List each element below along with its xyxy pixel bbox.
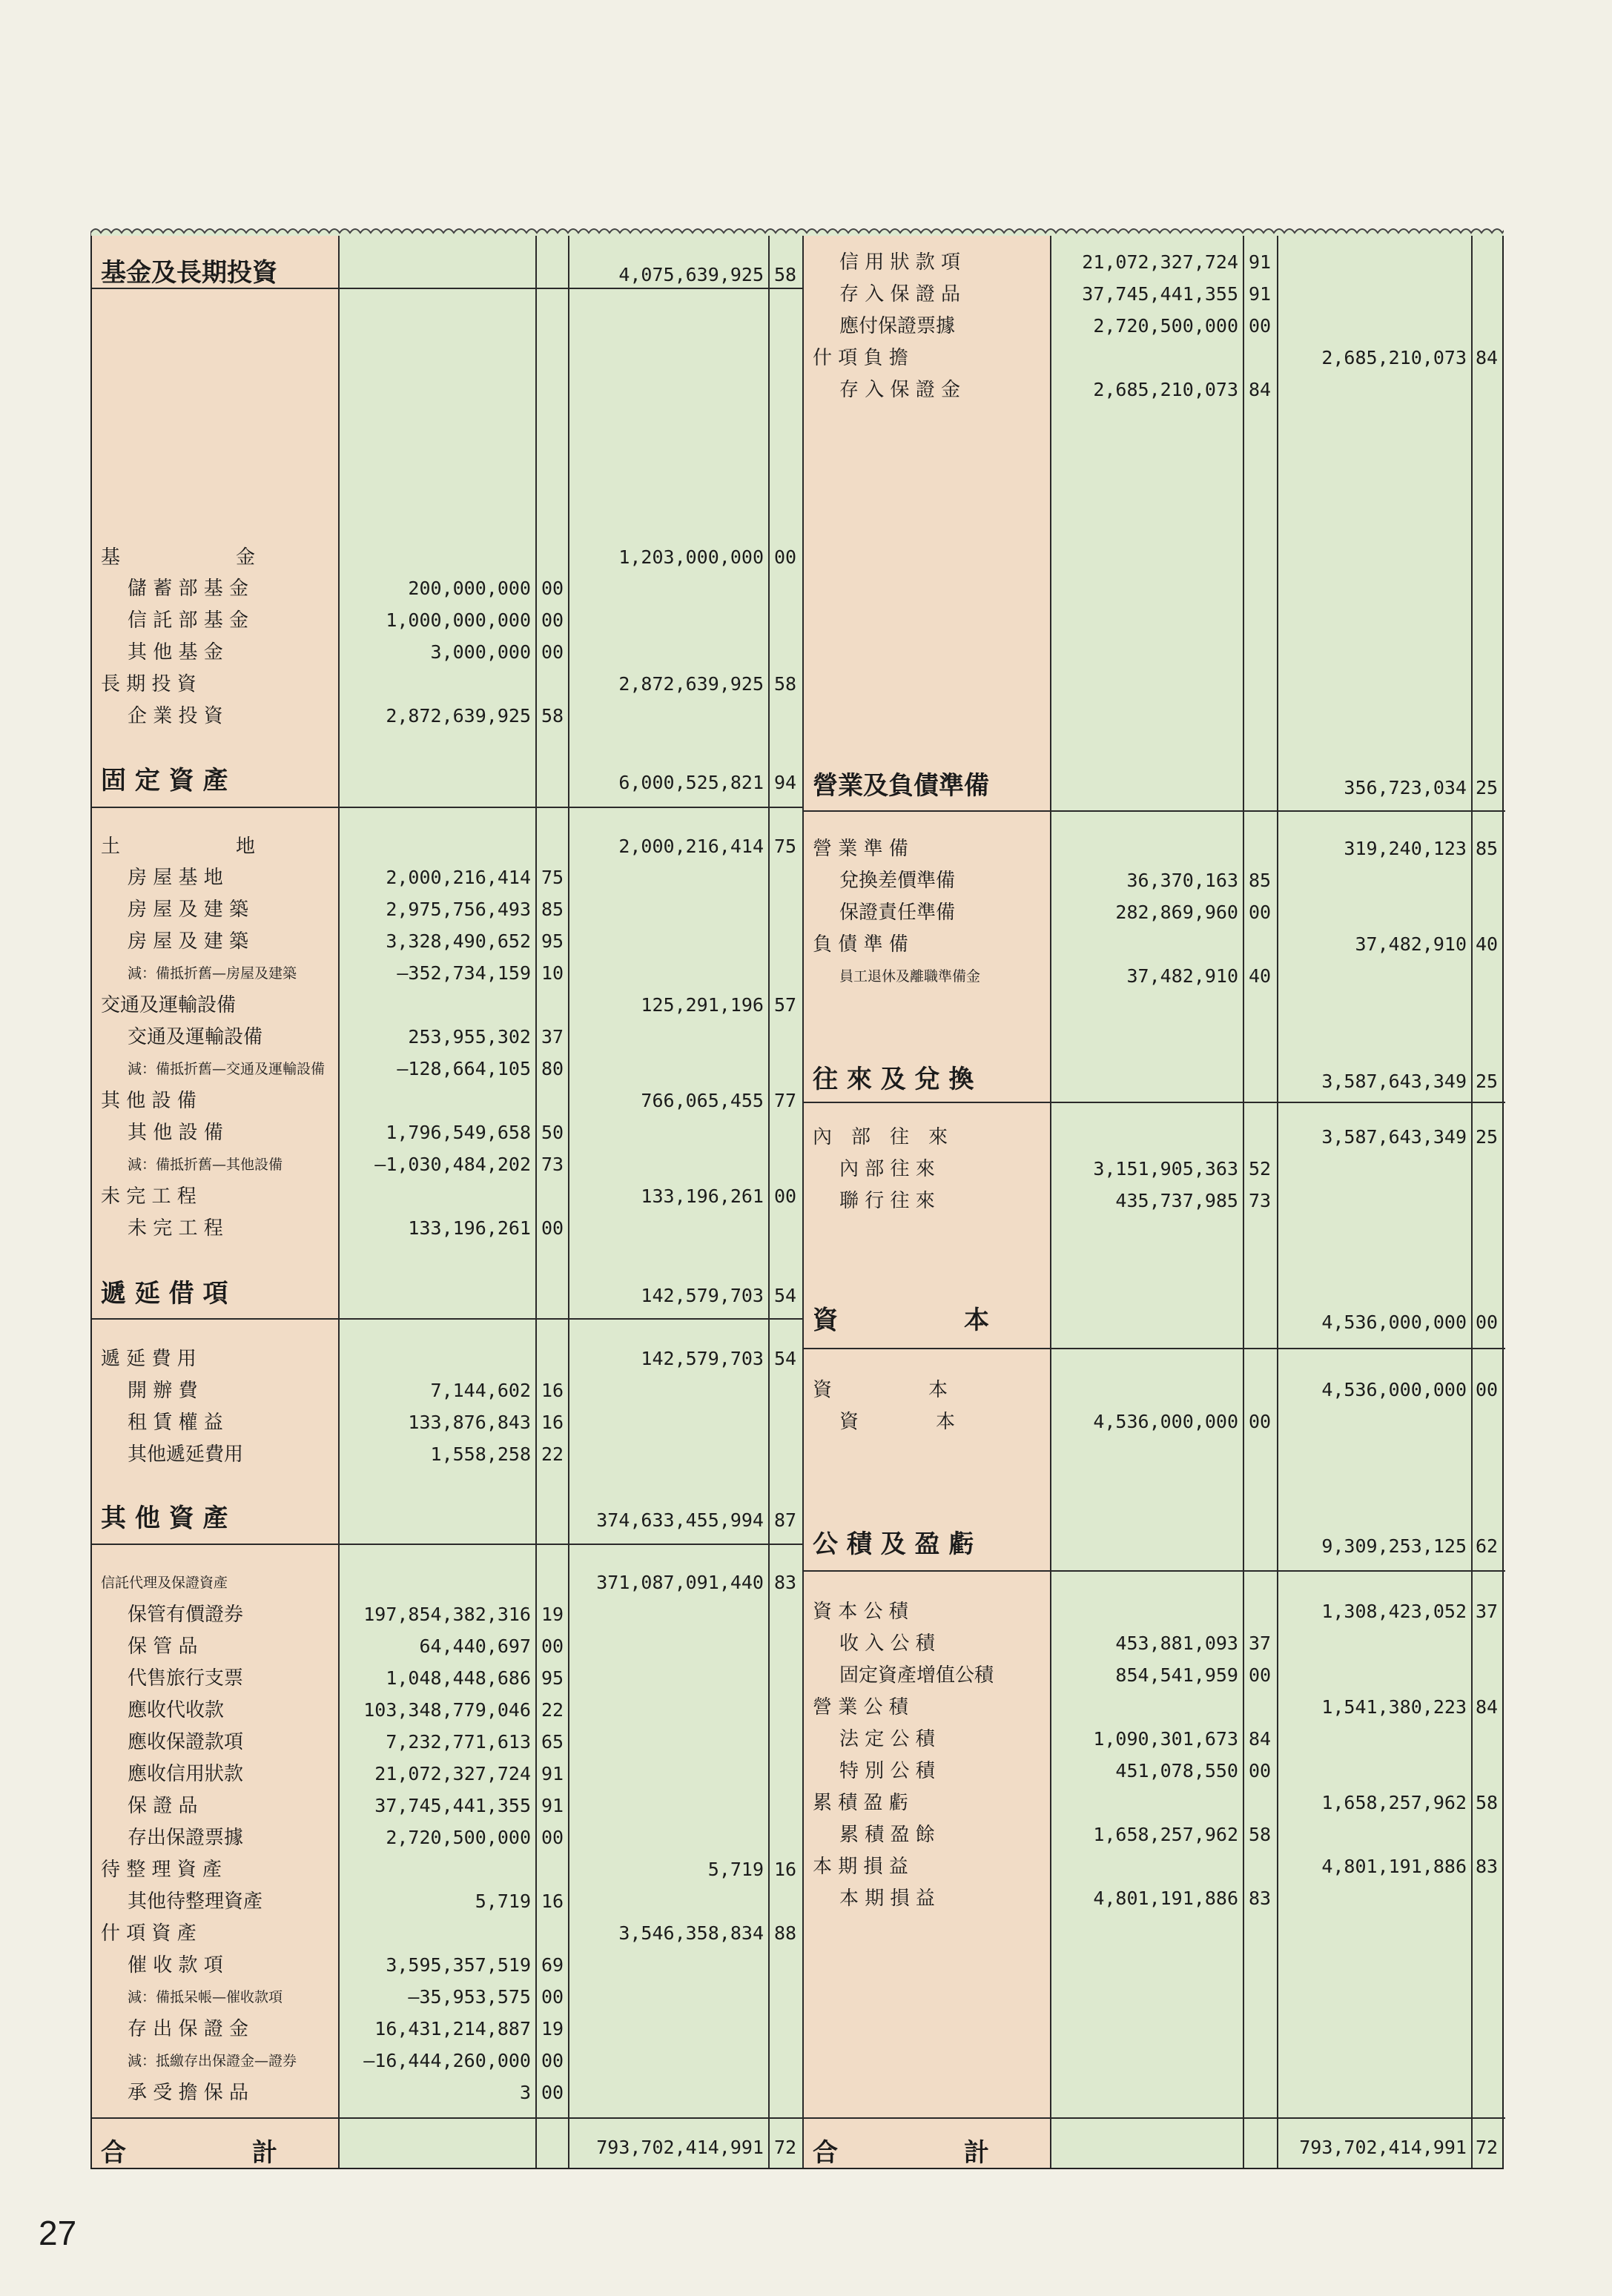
- left-row-decimal: 00: [541, 1986, 564, 2008]
- right-row-label: 內 部 往 來: [839, 1158, 935, 1180]
- left-row-label: 承 受 擔 保 品: [128, 2082, 249, 2104]
- left-row-label: 房 屋 基 地: [128, 867, 223, 889]
- left-row-amount: 200,000,000: [408, 578, 531, 599]
- left-row-label: 開 辦 費: [128, 1380, 198, 1402]
- left-row-label: 存 出 保 證 金: [128, 2018, 249, 2040]
- left-row-amount: 6,000,525,821: [618, 772, 764, 793]
- left-row-amount: 5,719: [475, 1890, 531, 1912]
- left-row-amount: 374,633,455,994: [596, 1509, 764, 1531]
- left-row-decimal: 22: [541, 1443, 564, 1465]
- right-row-amount: 2,685,210,073: [1093, 379, 1238, 400]
- left-row-amount: 142,579,703: [641, 1348, 764, 1369]
- right-row-amount: 793,702,414,991: [1299, 2137, 1467, 2158]
- right-row-amount: 36,370,163: [1126, 870, 1238, 891]
- left-row-decimal: 58: [774, 264, 797, 285]
- left-row-label: 基金及長期投資: [101, 258, 277, 288]
- right-row-label: 累 積 盈 虧: [813, 1792, 908, 1814]
- left-row-amount: 3,328,490,652: [386, 930, 531, 952]
- left-row-decimal: 94: [774, 772, 797, 793]
- left-row-amount: 133,876,843: [408, 1412, 531, 1433]
- left-row-decimal: 58: [541, 705, 564, 727]
- left-row-decimal: 77: [774, 1090, 797, 1111]
- right-row-amount: 4,801,191,886: [1321, 1856, 1467, 1877]
- left-row-decimal: 75: [541, 867, 564, 888]
- right-row-label: 存 入 保 證 品: [839, 283, 961, 305]
- right-row-label: 收 入 公 積: [839, 1632, 935, 1655]
- left-row-amount: 253,955,302: [408, 1026, 531, 1048]
- left-row-amount: 3,595,357,519: [386, 1954, 531, 1976]
- right-row-label: 資 本: [813, 1379, 948, 1401]
- right-row-label: 負 債 準 備: [813, 933, 908, 956]
- left-row-label: 保 管 品: [128, 1635, 198, 1658]
- left-row-amount: 766,065,455: [641, 1090, 764, 1111]
- left-row-label: 長 期 投 資: [101, 673, 196, 695]
- right-row-decimal: 91: [1249, 283, 1272, 305]
- left-row-label: 未 完 工 程: [128, 1217, 223, 1240]
- left-row-label: 交通及運輸設備: [101, 994, 237, 1016]
- left-row-label: 其 他 基 金: [128, 641, 223, 664]
- right-row-label: 營業及負債準備: [813, 771, 989, 801]
- right-row-amount: 37,745,441,355: [1082, 283, 1238, 305]
- right-row-label: 本 期 損 益: [813, 1856, 908, 1878]
- right-row-label: 特 別 公 積: [839, 1760, 935, 1782]
- left-row-decimal: 91: [541, 1795, 564, 1816]
- left-row-amount: —16,444,260,000: [363, 2050, 531, 2071]
- left-row-decimal: 00: [541, 578, 564, 599]
- left-row-label: 保 證 品: [128, 1795, 198, 1817]
- left-row-decimal: 65: [541, 1731, 564, 1753]
- right-row-decimal: 52: [1249, 1158, 1272, 1180]
- left-row-label: 未 完 工 程: [101, 1185, 196, 1208]
- left-row-label: 遞 延 費 用: [101, 1348, 196, 1370]
- right-row-label: 員工退休及離職準備金: [839, 968, 981, 985]
- left-row-amount: 103,348,779,046: [363, 1699, 531, 1721]
- left-row-label: 其 他 資 產: [101, 1503, 228, 1533]
- left-row-amount: 5,719: [707, 1859, 764, 1880]
- right-row-amount: 2,685,210,073: [1321, 347, 1467, 368]
- left-row-label: 租 賃 權 益: [128, 1412, 223, 1434]
- right-row-label: 合 計: [813, 2138, 989, 2168]
- left-row-amount: 793,702,414,991: [596, 2137, 764, 2158]
- left-row-amount: 7,232,771,613: [386, 1731, 531, 1753]
- right-row-amount: 3,587,643,349: [1321, 1126, 1467, 1148]
- left-row-decimal: 00: [541, 1635, 564, 1657]
- left-row-amount: 133,196,261: [641, 1185, 764, 1207]
- left-row-label: 催 收 款 項: [128, 1954, 223, 1976]
- right-row-amount: 3,151,905,363: [1093, 1158, 1238, 1180]
- left-row-decimal: 88: [774, 1922, 797, 1944]
- left-row-decimal: 50: [541, 1122, 564, 1143]
- left-row-amount: 371,087,091,440: [596, 1572, 764, 1593]
- left-row-decimal: 95: [541, 1667, 564, 1689]
- right-row-amount: 1,308,423,052: [1321, 1601, 1467, 1622]
- left-row-label: 減：備抵折舊—其他設備: [128, 1157, 283, 1173]
- left-row-amount: 2,975,756,493: [386, 899, 531, 920]
- left-row-amount: 7,144,602: [430, 1380, 531, 1401]
- right-row-label: 資 本: [839, 1411, 956, 1433]
- left-row-label: 其他待整理資產: [128, 1890, 263, 1913]
- right-row-decimal: 73: [1249, 1190, 1272, 1211]
- right-row-decimal: 85: [1249, 870, 1272, 891]
- left-row-label: 其 他 設 備: [128, 1122, 223, 1144]
- left-row-decimal: 83: [774, 1572, 797, 1593]
- left-row-amount: 2,000,216,414: [386, 867, 531, 888]
- left-row-decimal: 85: [541, 899, 564, 920]
- right-row-decimal: 00: [1249, 1760, 1272, 1781]
- right-row-decimal: 00: [1249, 1664, 1272, 1686]
- left-row-decimal: 69: [541, 1954, 564, 1976]
- left-row-decimal: 37: [541, 1026, 564, 1048]
- left-row-label: 應收保證款項: [128, 1731, 244, 1753]
- right-row-decimal: 00: [1249, 315, 1272, 337]
- right-row-amount: 451,078,550: [1115, 1760, 1238, 1781]
- right-row-amount: 1,658,257,962: [1321, 1792, 1467, 1813]
- right-row-decimal: 37: [1476, 1601, 1499, 1622]
- right-row-decimal: 37: [1249, 1632, 1272, 1654]
- right-row-decimal: 83: [1476, 1856, 1499, 1877]
- right-row-label: 營 業 公 積: [813, 1696, 908, 1718]
- left-row-amount: 2,872,639,925: [386, 705, 531, 727]
- right-row-decimal: 25: [1476, 1126, 1499, 1148]
- left-row-decimal: 54: [774, 1348, 797, 1369]
- right-row-amount: 2,720,500,000: [1093, 315, 1238, 337]
- left-row-decimal: 75: [774, 836, 797, 857]
- right-row-amount: 854,541,959: [1115, 1664, 1238, 1686]
- left-row-label: 合 計: [101, 2138, 277, 2168]
- left-row-label: 應收代收款: [128, 1699, 225, 1721]
- left-row-amount: 2,000,216,414: [618, 836, 764, 857]
- left-row-label: 待 整 理 資 產: [101, 1859, 222, 1881]
- right-row-label: 往 來 及 兌 換: [813, 1065, 974, 1094]
- left-row-amount: 21,072,327,724: [374, 1763, 531, 1784]
- right-row-label: 應付保證票據: [839, 315, 956, 337]
- left-row-label: 信託代理及保證資產: [101, 1575, 228, 1591]
- left-row-label: 存出保證票據: [128, 1827, 244, 1849]
- right-row-decimal: 85: [1476, 838, 1499, 859]
- right-row-decimal: 00: [1476, 1379, 1499, 1400]
- right-row-decimal: 84: [1476, 1696, 1499, 1718]
- right-row-amount: 319,240,123: [1344, 838, 1467, 859]
- left-row-decimal: 22: [541, 1699, 564, 1721]
- left-row-label: 代售旅行支票: [128, 1667, 244, 1690]
- left-row-decimal: 00: [541, 2050, 564, 2071]
- right-row-decimal: 72: [1476, 2137, 1499, 2158]
- left-row-decimal: 00: [541, 641, 564, 663]
- right-row-decimal: 58: [1249, 1824, 1272, 1845]
- right-row-amount: 4,536,000,000: [1321, 1311, 1467, 1333]
- right-row-label: 聯 行 往 來: [839, 1190, 935, 1212]
- balance-sheet-table: [90, 236, 1504, 2169]
- left-row-decimal: 91: [541, 1763, 564, 1784]
- left-row-amount: 37,745,441,355: [374, 1795, 531, 1816]
- right-row-amount: 9,309,253,125: [1321, 1535, 1467, 1557]
- left-row-decimal: 00: [541, 2082, 564, 2103]
- right-row-label: 什 項 負 擔: [813, 347, 908, 369]
- right-row-amount: 3,587,643,349: [1321, 1071, 1467, 1092]
- left-row-amount: —1,030,484,202: [374, 1154, 531, 1175]
- right-row-amount: 21,072,327,724: [1082, 251, 1238, 273]
- right-row-label: 法 定 公 積: [839, 1728, 935, 1750]
- right-row-amount: 435,737,985: [1115, 1190, 1238, 1211]
- left-row-decimal: 00: [541, 1217, 564, 1239]
- left-row-amount: 3: [519, 2082, 531, 2103]
- left-row-decimal: 16: [541, 1890, 564, 1912]
- left-row-decimal: 19: [541, 2018, 564, 2039]
- right-row-amount: 356,723,034: [1344, 777, 1467, 798]
- left-row-label: 交通及運輸設備: [128, 1026, 263, 1048]
- right-row-amount: 37,482,910: [1355, 933, 1467, 955]
- right-row-decimal: 25: [1476, 1071, 1499, 1092]
- left-row-decimal: 16: [541, 1412, 564, 1433]
- left-row-label: 遞 延 借 項: [101, 1279, 228, 1309]
- left-row-decimal: 16: [774, 1859, 797, 1880]
- left-row-label: 基 金: [101, 546, 256, 569]
- left-row-decimal: 00: [541, 609, 564, 631]
- right-row-label: 累 積 盈 餘: [839, 1824, 935, 1846]
- left-row-label: 房 屋 及 建 築: [128, 930, 249, 953]
- left-row-label: 什 項 資 產: [101, 1922, 196, 1945]
- left-row-decimal: 00: [774, 1185, 797, 1207]
- right-row-decimal: 25: [1476, 777, 1499, 798]
- right-row-label: 保證責任準備: [839, 901, 956, 924]
- right-row-label: 公 積 及 盈 虧: [813, 1529, 974, 1559]
- right-row-label: 內 部 往 來: [813, 1126, 948, 1148]
- left-row-label: 保管有價證券: [128, 1604, 244, 1626]
- left-row-amount: 197,854,382,316: [363, 1604, 531, 1625]
- left-row-amount: 1,796,549,658: [386, 1122, 531, 1143]
- left-row-amount: 2,720,500,000: [386, 1827, 531, 1848]
- left-row-decimal: 19: [541, 1604, 564, 1625]
- left-row-decimal: 00: [774, 546, 797, 568]
- left-row-amount: 1,558,258: [430, 1443, 531, 1465]
- left-row-amount: 4,075,639,925: [618, 264, 764, 285]
- right-row-amount: 1,658,257,962: [1093, 1824, 1238, 1845]
- left-row-amount: 16,431,214,887: [374, 2018, 531, 2039]
- right-row-decimal: 91: [1249, 251, 1272, 273]
- left-row-decimal: 57: [774, 994, 797, 1016]
- left-row-amount: 142,579,703: [641, 1285, 764, 1306]
- right-row-amount: 37,482,910: [1126, 965, 1238, 987]
- right-row-decimal: 62: [1476, 1535, 1499, 1557]
- right-row-label: 營 業 準 備: [813, 838, 908, 860]
- right-row-amount: 282,869,960: [1115, 901, 1238, 923]
- left-row-label: 減：備抵呆帳—催收款項: [128, 1989, 283, 2005]
- left-row-amount: 125,291,196: [641, 994, 764, 1016]
- left-row-decimal: 00: [541, 1827, 564, 1848]
- left-row-label: 減：備抵折舊—房屋及建築: [128, 965, 297, 982]
- right-row-decimal: 00: [1249, 901, 1272, 923]
- left-row-amount: 3,000,000: [430, 641, 531, 663]
- left-row-decimal: 87: [774, 1509, 797, 1531]
- right-row-amount: 4,801,191,886: [1093, 1888, 1238, 1909]
- left-row-decimal: 58: [774, 673, 797, 695]
- left-row-label: 減：抵繳存出保證金—證券: [128, 2053, 297, 2069]
- left-row-amount: —128,664,105: [397, 1058, 531, 1079]
- right-row-decimal: 84: [1249, 379, 1272, 400]
- left-row-label: 固 定 資 產: [101, 766, 228, 795]
- right-row-amount: 4,536,000,000: [1093, 1411, 1238, 1432]
- left-row-amount: 1,000,000,000: [386, 609, 531, 631]
- right-row-label: 存 入 保 證 金: [839, 379, 961, 401]
- left-row-label: 減：備抵折舊—交通及運輸設備: [128, 1061, 326, 1077]
- left-row-decimal: 10: [541, 962, 564, 984]
- right-row-label: 兌換差價準備: [839, 870, 956, 892]
- right-row-decimal: 40: [1249, 965, 1272, 987]
- right-row-decimal: 58: [1476, 1792, 1499, 1813]
- left-row-amount: 133,196,261: [408, 1217, 531, 1239]
- left-row-amount: 1,203,000,000: [618, 546, 764, 568]
- right-row-decimal: 00: [1249, 1411, 1272, 1432]
- left-row-amount: —352,734,159: [397, 962, 531, 984]
- left-row-label: 企 業 投 資: [128, 705, 223, 727]
- right-row-label: 資 本 公 積: [813, 1601, 908, 1623]
- right-row-label: 資 本: [813, 1306, 989, 1335]
- left-row-decimal: 72: [774, 2137, 797, 2158]
- left-row-label: 其 他 設 備: [101, 1090, 196, 1112]
- right-row-decimal: 84: [1249, 1728, 1272, 1750]
- right-row-decimal: 40: [1476, 933, 1499, 955]
- left-row-decimal: 95: [541, 930, 564, 952]
- left-row-label: 信 託 部 基 金: [128, 609, 249, 632]
- left-row-label: 房 屋 及 建 築: [128, 899, 249, 921]
- right-row-amount: 1,541,380,223: [1321, 1696, 1467, 1718]
- left-row-amount: —35,953,575: [408, 1986, 531, 2008]
- right-row-amount: 1,090,301,673: [1093, 1728, 1238, 1750]
- page-number: 27: [39, 2214, 77, 2252]
- right-row-label: 固定資產增值公積: [839, 1664, 994, 1687]
- left-row-decimal: 16: [541, 1380, 564, 1401]
- right-row-amount: 453,881,093: [1115, 1632, 1238, 1654]
- left-row-label: 應收信用狀款: [128, 1763, 244, 1785]
- left-row-amount: 64,440,697: [419, 1635, 531, 1657]
- left-row-amount: 1,048,448,686: [386, 1667, 531, 1689]
- left-row-amount: 3,546,358,834: [618, 1922, 764, 1944]
- right-row-decimal: 84: [1476, 347, 1499, 368]
- left-row-decimal: 80: [541, 1058, 564, 1079]
- right-row-decimal: 83: [1249, 1888, 1272, 1909]
- left-row-label: 土 地: [101, 836, 256, 858]
- left-row-amount: 2,872,639,925: [618, 673, 764, 695]
- left-row-decimal: 73: [541, 1154, 564, 1175]
- left-row-decimal: 54: [774, 1285, 797, 1306]
- left-row-label: 儲 蓄 部 基 金: [128, 578, 249, 600]
- right-row-label: 信 用 狀 款 項: [839, 251, 961, 274]
- right-row-decimal: 00: [1476, 1311, 1499, 1333]
- left-row-label: 其他遞延費用: [128, 1443, 244, 1466]
- right-row-amount: 4,536,000,000: [1321, 1379, 1467, 1400]
- right-row-label: 本 期 損 益: [839, 1888, 935, 1910]
